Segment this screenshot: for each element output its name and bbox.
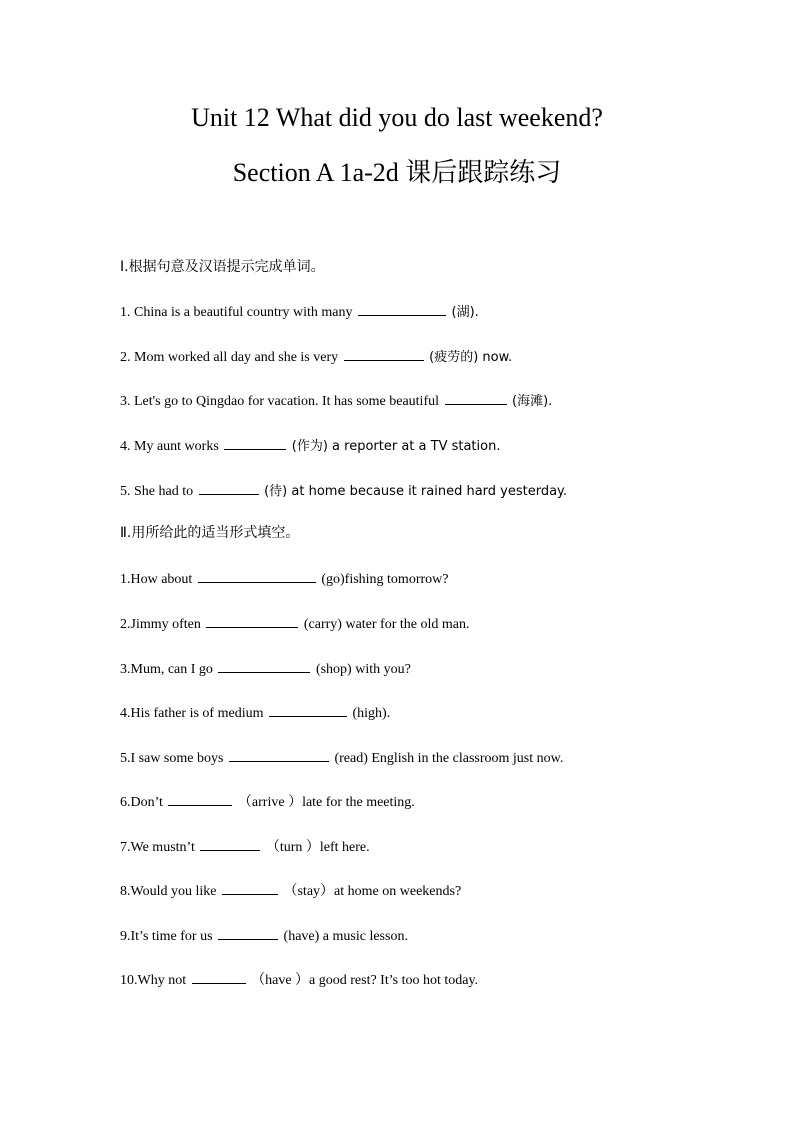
exercise-text: 4. My aunt works <box>120 439 219 454</box>
answer-blank[interactable] <box>445 391 507 405</box>
answer-blank[interactable] <box>168 792 232 806</box>
exercise-text: 3.Mum, can I go <box>120 662 213 677</box>
page-subtitle: Section A 1a-2d 课后跟踪练习 <box>232 158 562 187</box>
exercise-hint: (shop) with you? <box>315 662 411 677</box>
exercise-text: 7.We mustn’t <box>120 840 195 855</box>
exercise-text: 5.I saw some boys <box>120 751 224 766</box>
exercise-hint: (carry) water for the old man. <box>303 617 470 632</box>
exercise-line <box>120 926 408 946</box>
exercise-text: 5. She had to <box>120 484 194 499</box>
exercise-text: 2.Jimmy often <box>120 617 201 632</box>
exercise-hint: (待) at home because it rained hard yesterday. <box>264 484 568 499</box>
exercise-text: 2. Mom worked all day and she is very <box>120 350 339 365</box>
exercise-text: 3. Let's go to Qingdao for vacation. It has some beautiful <box>120 394 439 409</box>
exercise-line <box>120 347 512 367</box>
exercise-hint: (have) a music lesson. <box>283 929 408 944</box>
exercise-text: 8.Would you like <box>120 884 217 899</box>
answer-blank[interactable] <box>198 569 316 583</box>
exercise-line <box>120 837 370 857</box>
answer-blank[interactable] <box>199 481 259 495</box>
answer-blank[interactable] <box>192 970 246 984</box>
answer-blank[interactable] <box>200 837 260 851</box>
answer-blank[interactable] <box>206 614 298 628</box>
exercise-line <box>120 302 479 322</box>
exercise-hint: (海滩). <box>512 394 553 409</box>
exercise-hint: (作为) a reporter at a TV station. <box>291 439 501 454</box>
exercise-hint: （arrive ）late for the meeting. <box>237 795 415 810</box>
exercise-line <box>120 970 478 990</box>
exercise-hint: （have ）a good rest? It’s too hot today. <box>251 973 479 988</box>
exercise-line <box>120 748 563 768</box>
answer-blank[interactable] <box>344 347 424 361</box>
exercise-line <box>120 436 500 456</box>
exercise-line <box>120 391 552 411</box>
answer-blank[interactable] <box>224 436 286 450</box>
exercise-hint: (read) English in the classroom just now. <box>334 751 564 766</box>
exercise-hint: (high). <box>352 706 391 721</box>
exercise-line <box>120 569 448 589</box>
exercise-text: 10.Why not <box>120 973 187 988</box>
answer-blank[interactable] <box>222 881 278 895</box>
exercise-text: 6.Don’t <box>120 795 163 810</box>
exercise-text: 4.His father is of medium <box>120 706 264 721</box>
exercise-text: 9.It’s time for us <box>120 929 213 944</box>
exercise-line <box>120 881 461 901</box>
exercise-text: 1. China is a beautiful country with many <box>120 305 353 320</box>
answer-blank[interactable] <box>218 659 310 673</box>
page-title: Unit 12 What did you do last weekend? <box>191 103 603 132</box>
exercise-hint: (湖). <box>451 305 479 320</box>
exercise-hint: (go)fishing tomorrow? <box>321 572 449 587</box>
exercise-line <box>120 481 567 501</box>
answer-blank[interactable] <box>358 302 446 316</box>
exercise-hint: （turn ）left here. <box>265 840 370 855</box>
answer-blank[interactable] <box>269 703 347 717</box>
answer-blank[interactable] <box>218 926 278 940</box>
exercise-hint: (疲劳的) now. <box>429 350 513 365</box>
section-2-heading: Ⅱ.用所给此的适当形式填空。 <box>120 525 300 541</box>
exercise-line <box>120 614 469 634</box>
answer-blank[interactable] <box>229 748 329 762</box>
exercise-line <box>120 703 390 723</box>
exercise-line <box>120 792 415 812</box>
exercise-hint: （stay）at home on weekends? <box>283 884 462 899</box>
exercise-text: 1.How about <box>120 572 193 587</box>
exercise-line <box>120 659 411 679</box>
section-1-heading: Ⅰ.根据句意及汉语提示完成单词。 <box>120 259 325 275</box>
